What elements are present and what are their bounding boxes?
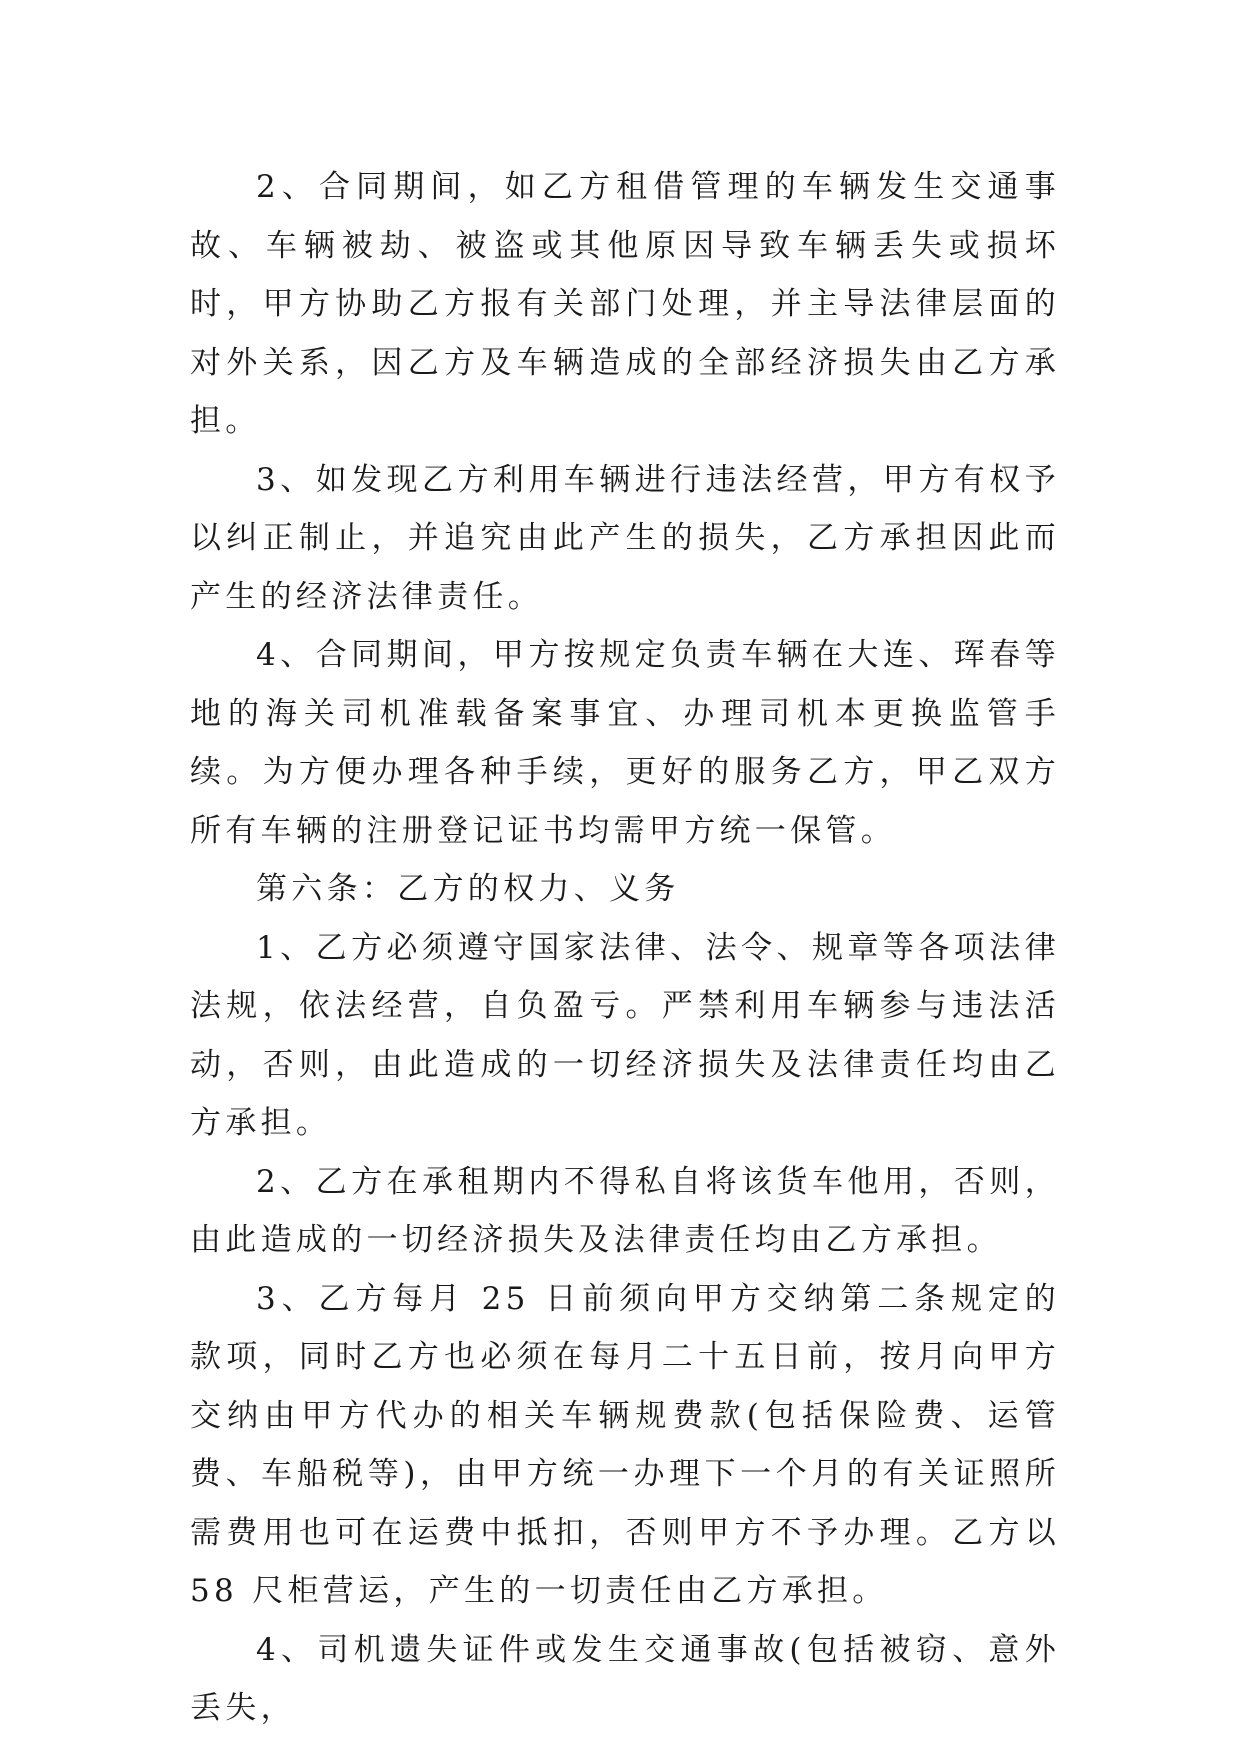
clause-paragraph-3-illegal-operation: 3、如发现乙方利用车辆进行违法经营，甲方有权予以纠正制止，并追究由此产生的损失，乙方承担因此而产生的经济法律责任。 [190,461,1060,615]
article-six-item-3: 3、乙方每月 25 日前须向甲方交纳第二条规定的款项，同时乙方也必须在每月二十五日前，按月向甲方交纳由甲方代办的相关车辆规费款(包括保险费、运管费、车船税等)，由甲方统一办理下一个月的有关证照所需费用也可在运费中抵扣，否则甲方不予办理。乙方以 58 尺柜营运，产生的一切责任由乙方承担。 [190,1280,1060,1609]
clause-paragraph-2-traffic-accident: 2、合同期间，如乙方租借管理的车辆发生交通事故、车辆被劫、被盗或其他原因导致车辆丢失或损坏时，甲方协助乙方报有关部门处理，并主导法律层面的对外关系，因乙方及车辆造成的全部经济损失由乙方承担。 [190,169,1060,439]
article-six-item-2: 2、乙方在承租期内不得私自将该货车他用，否则，由此造成的一切经济损失及法律责任均由乙方承担。 [190,1163,1060,1258]
article-six-item-4: 4、司机遗失证件或发生交通事故(包括被窃、意外丢失， [190,1631,1060,1726]
document-body [190,158,1060,1738]
article-six-item-1: 1、乙方必须遵守国家法律、法令、规章等各项法律法规，依法经营，自负盈亏。严禁利用车辆参与违法活动，否则，由此造成的一切经济损失及法律责任均由乙方承担。 [190,929,1060,1141]
article-six-heading: 第六条：乙方的权力、义务 [256,871,680,907]
clause-paragraph-4-customs-filing: 4、合同期间，甲方按规定负责车辆在大连、珲春等地的海关司机准载备案事宜、办理司机本更换监管手续。为方便办理各种手续，更好的服务乙方，甲乙双方所有车辆的注册登记证书均需甲方统一保管。 [190,637,1060,849]
